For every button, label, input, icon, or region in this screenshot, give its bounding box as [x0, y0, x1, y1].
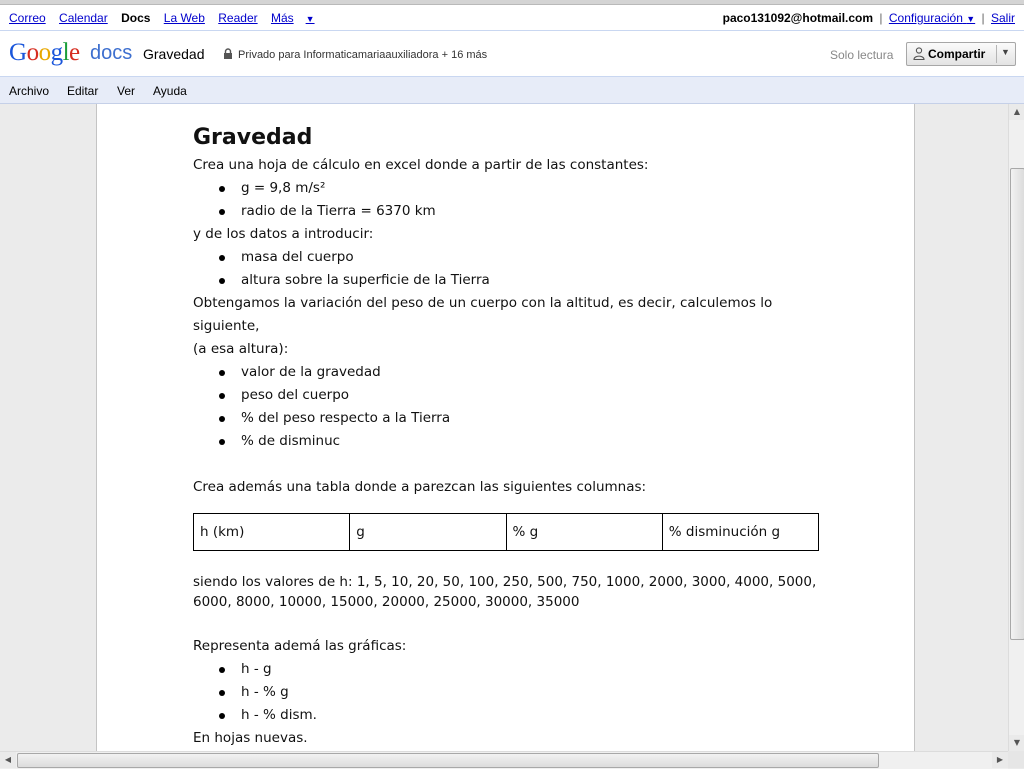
list-item: g = 9,8 m/s² [241, 177, 833, 200]
separator: | [879, 11, 883, 25]
readonly-label: Solo lectura [830, 48, 894, 62]
horizontal-scrollbar[interactable] [0, 751, 1008, 769]
person-icon [913, 47, 925, 60]
paragraph: y de los datos a introducir: [193, 226, 374, 242]
table-row [194, 514, 819, 551]
inputs-list [193, 246, 833, 292]
gbar-link-correo[interactable]: Correo [9, 11, 46, 25]
paragraph: Obtengamos la variación del peso de un cuerpo con la altitud, es decir, calculemos lo siguiente, [193, 295, 773, 334]
paragraph: En hojas nuevas. [193, 730, 308, 746]
share-button-label: Compartir [928, 47, 986, 61]
list-item: h - g [241, 658, 833, 681]
h-values [193, 572, 833, 612]
menu-editar[interactable]: Editar [67, 84, 99, 98]
paragraph: (a esa altura): [193, 341, 289, 357]
calcs-list [193, 361, 833, 453]
privacy-status[interactable]: Privado para Informaticamariaauxiliadora + 16 más [238, 49, 488, 61]
google-logo[interactable]: Google [9, 39, 80, 66]
gbar-link-calendar[interactable]: Calendar [59, 11, 108, 25]
menu-archivo[interactable]: Archivo [9, 84, 50, 98]
menu-ver[interactable]: Ver [117, 84, 136, 98]
paragraph: Crea una hoja de cálculo en excel donde a partir de las constantes: [193, 157, 649, 173]
constants-list [193, 177, 833, 223]
gbar-link-web[interactable]: La Web [163, 11, 205, 25]
list-item: valor de la gravedad [241, 361, 833, 384]
google-bar [0, 5, 1024, 30]
settings-link[interactable] [889, 11, 975, 25]
blank-line [193, 453, 833, 476]
scroll-down-icon[interactable]: ▼ [1009, 735, 1024, 751]
list-item: h - % dism. [241, 704, 833, 727]
paragraph: 6000, 8000, 10000, 15000, 20000, 25000, 30000, 35000 [193, 594, 580, 610]
blank-line [193, 612, 833, 635]
list-item: radio de la Tierra = 6370 km [241, 200, 833, 223]
document-heading: Gravedad [193, 125, 313, 150]
list-item: % del peso respecto a la Tierra [241, 407, 833, 430]
menu-ayuda[interactable]: Ayuda [153, 84, 187, 98]
list-item: masa del cuerpo [241, 246, 833, 269]
share-button[interactable] [906, 42, 1016, 66]
vertical-scrollbar[interactable] [1008, 104, 1024, 751]
columns-table [193, 513, 819, 551]
menu-bar [0, 77, 1024, 104]
docs-header [0, 31, 1024, 77]
document-viewport[interactable] [0, 104, 1008, 751]
list-item: % de disminuc [241, 430, 833, 453]
document-title[interactable]: Gravedad [143, 46, 205, 62]
chevron-down-icon[interactable]: ▼ [1001, 47, 1010, 57]
table-cell: g [350, 514, 506, 551]
paragraph: siendo los valores de h: 1, 5, 10, 20, 50, 100, 250, 500, 750, 1000, 2000, 3000, 4000, 5000, [193, 574, 817, 590]
user-email: paco131092@hotmail.com [722, 11, 874, 25]
vertical-scroll-thumb[interactable] [1010, 168, 1024, 640]
scroll-right-icon[interactable]: ▶ [992, 752, 1008, 768]
list-item: h - % g [241, 681, 833, 704]
docs-logo-text: docs [90, 42, 133, 64]
scroll-up-icon[interactable]: ▲ [1009, 104, 1024, 120]
list-item: peso del cuerpo [241, 384, 833, 407]
table-cell: % g [506, 514, 662, 551]
horizontal-scroll-thumb[interactable] [17, 753, 879, 768]
gbar-link-docs[interactable]: Docs [121, 11, 151, 25]
list-item: altura sobre la superficie de la Tierra [241, 269, 833, 292]
table-cell: h (km) [194, 514, 350, 551]
document-content [193, 124, 833, 750]
chevron-down-icon: ▼ [966, 14, 976, 24]
chevron-down-icon: ▼ [305, 14, 315, 24]
signout-link[interactable]: Salir [990, 11, 1015, 25]
settings-label: Configuración [888, 11, 963, 25]
scroll-left-icon[interactable]: ◀ [0, 752, 16, 768]
table-cell: % disminución g [662, 514, 818, 551]
document-page [96, 104, 915, 751]
graphs-list [193, 658, 833, 727]
gbar-link-mas[interactable] [271, 11, 325, 25]
paragraph: Crea además una tabla donde a parezcan las siguientes columnas: [193, 479, 647, 495]
gbar-link-reader[interactable]: Reader [218, 11, 258, 25]
share-button-divider [996, 45, 997, 63]
separator: | [981, 11, 985, 25]
gbar-mas-label: Más [270, 11, 294, 25]
lock-icon [222, 48, 234, 60]
paragraph: Representa ademá las gráficas: [193, 638, 407, 654]
scrollbar-corner [1008, 751, 1024, 768]
